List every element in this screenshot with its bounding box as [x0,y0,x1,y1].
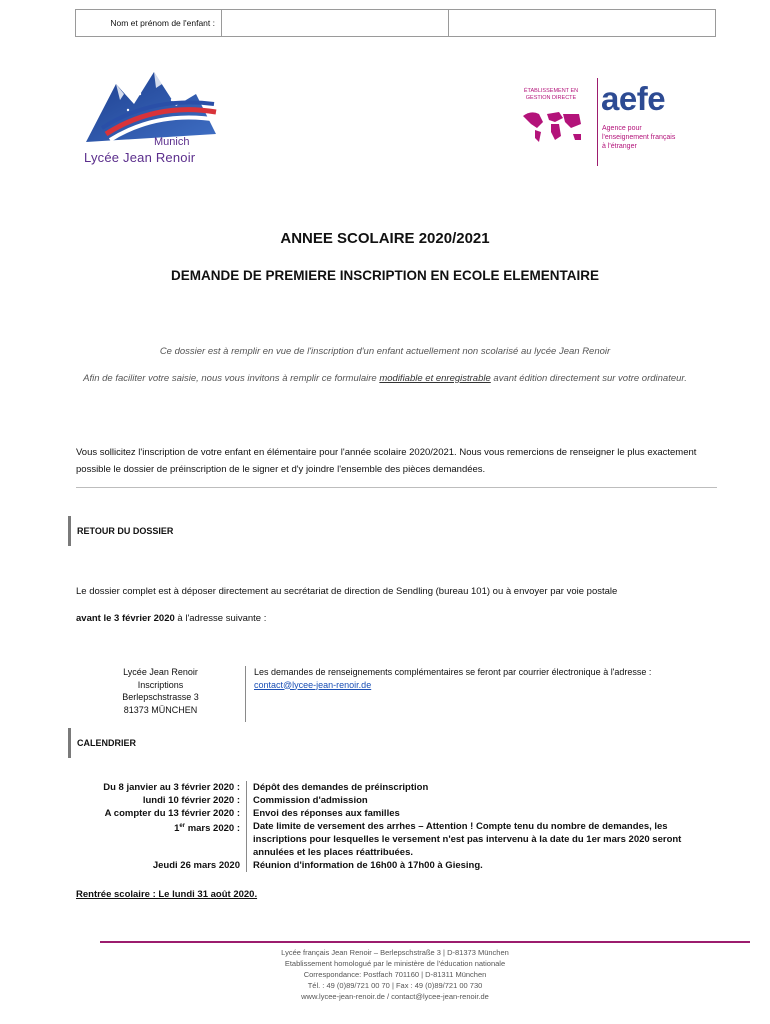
school-year-title: ANNEE SCOLAIRE 2020/2021 [280,230,490,247]
contact-info: Les demandes de renseignements complémentaires se feront par courrier électronique à l'adresse : contact@lycee-jean-renoir.de [254,667,652,690]
etablissement-label: ÉTABLISSEMENT EN GESTION DIRECTE [523,88,579,101]
intro-line-2: Afin de faciliter votre saisie, nous vous invitons à remplir ce formulaire modifiable et enregistrable avant édition directement sur votre ordinateur. [83,373,687,384]
calendar-row: lundi 10 février 2020 : Commission d'admission [76,794,717,807]
retour-line-2: avant le 3 février 2020 à l'adresse suivante : [76,613,267,624]
world-map-icon [519,108,585,146]
logo-divider [597,78,598,166]
aefe-tagline: Agence pour l'enseignement français à l'étranger [602,125,676,150]
child-name-table [75,9,716,37]
child-name-field-extra[interactable] [449,10,715,36]
postal-address: Lycée Jean Renoir Inscriptions Berlepschstrasse 3 81373 MÜNCHEN [76,666,246,722]
aefe-logo [513,78,703,168]
modifiable-note: modifiable et enregistrable [379,373,491,384]
calendar-row: Du 8 janvier au 3 février 2020 : Dépôt des demandes de préinscription [76,781,717,794]
request-title: DEMANDE DE PREMIERE INSCRIPTION EN ECOLE ELEMENTAIRE [170,268,600,283]
retour-line-1: Le dossier complet est à déposer directement au secrétariat de direction de Sendling (bureau 101) ou à envoyer par voie postale [76,586,618,597]
rentree-date: Rentrée scolaire : Le lundi 31 août 2020. [76,889,258,900]
calendar-table [76,781,717,872]
aefe-wordmark: aefe [601,80,666,117]
child-name-label: Nom et prénom de l'enfant : [76,10,222,36]
child-name-field[interactable] [222,10,449,36]
school-name: Lycée Jean Renoir [84,150,196,165]
school-city: Munich [154,136,190,148]
section-calendrier: CALENDRIER [68,728,136,758]
footer-rule [100,941,750,943]
contact-email-link[interactable]: contact@lycee-jean-renoir.de [254,679,372,690]
calendar-row: Jeudi 26 mars 2020 Réunion d'information de 16h00 à 17h00 à Giesing. [76,859,717,872]
section-retour: RETOUR DU DOSSIER [68,516,173,546]
address-block [76,666,717,722]
lycee-jean-renoir-logo [76,64,238,176]
intro-line-1: Ce dossier est à remplir en vue de l'inscription d'un enfant actuellement non scolarisé au lycée Jean Renoir [159,346,611,357]
footer: Lycée français Jean Renoir – Berlepschstraße 3 | D-81373 München Etablissement homologué par le ministère de l'éducation nationale Correspondance: Postfach 701160 | D-81311 München Tél. : 49 (0)89/721 00 70 | Fax : 49 (0)89/721 00 730 www.lycee-jean-renoir.de / contact@lycee-jean-renoir.de [281,948,509,1001]
intro-paragraph: Vous sollicitez l'inscription de votre enfant en élémentaire pour l'année scolaire 2020/2021. Nous vous remercions de renseigner le plus exactement possible le dossier de préinscription de le signer et d'y joindre l'ensemble des pièces demandées. [76,447,697,475]
calendar-row: A compter du 13 février 2020 : Envoi des réponses aux familles [76,807,717,820]
separator [76,487,717,488]
calendar-row: 1er mars 2020 : Date limite de versement des arrhes – Attention ! Compte tenu du nombre de demandes, les inscriptions pour lesquelles le versement n'est pas intervenu à la date du 1er mars 2020 seront annulées et les places réattribuées. [76,820,717,859]
